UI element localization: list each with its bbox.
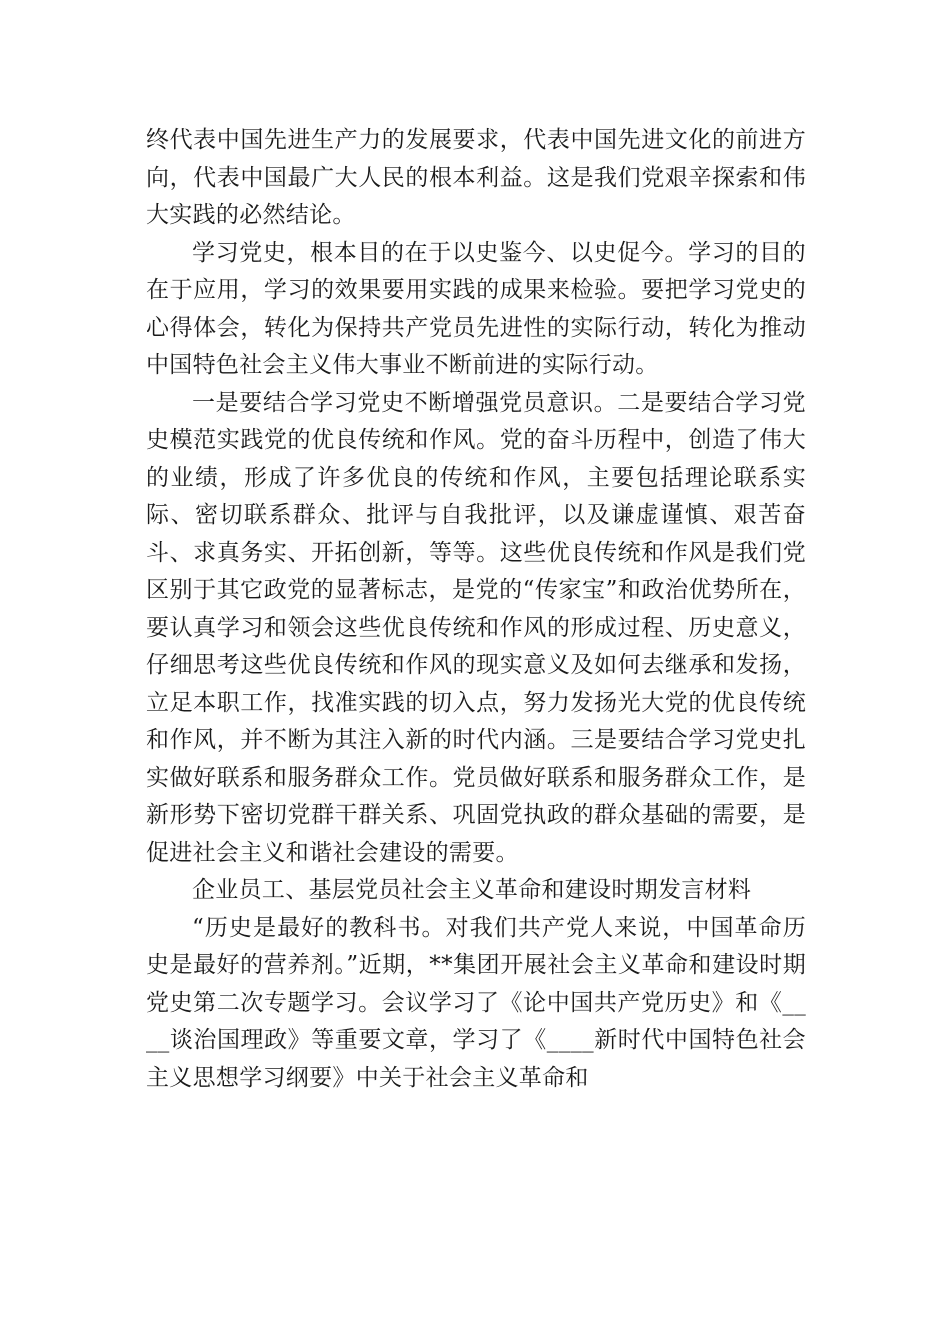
paragraph-three-requirements: 一是要结合学习党史不断增强党员意识。二是要结合学习党史模范实践党的优良传统和作风。党的奋斗历程中，创造了伟大的业绩，形成了许多优良的传统和作风，主要包括理论联系实际、密切联系群众、批评与自我批评，以及谦虚谨慎、艰苦奋斗、求真务实、开拓创新，等等。这些优良传统和作风是我们党区别于其它政党的显著标志，是党的“传家宝”和政治优势所在，要认真学习和领会这些优良传统和作风的形成过程、历史意义，仔细思考这些优良传统和作风的现实意义及如何去继承和发扬，立足本职工作，找准实践的切入点，努力发扬光大党的优良传统和作风，并不断为其注入新的时代内涵。三是要结合学习党史扎实做好联系和服务群众工作。党员做好联系和服务群众工作，是新形势下密切党群干群关系、巩固党执政的群众基础的需要，是促进社会主义和谐社会建设的需要。: [146, 389, 806, 866]
document-page: [146, 122, 806, 1097]
paragraph-continuation: 终代表中国先进生产力的发展要求，代表中国先进文化的前进方向，代表中国最广大人民的根本利益。这是我们党艰辛探索和伟大实践的必然结论。: [146, 127, 806, 228]
section-heading: 企业员工、基层党员社会主义革命和建设时期发言材料: [192, 877, 752, 903]
paragraph-study-purpose: 学习党史，根本目的在于以史鉴今、以史促今。学习的目的在于应用，学习的效果要用实践的成果来检验。要把学习党史的心得体会，转化为保持共产党员先进性的实际行动，转化为推动中国特色社会主义伟大事业不断前进的实际行动。: [146, 239, 806, 378]
paragraph-history-textbook: “历史是最好的教科书。对我们共产党人来说，中国革命历史是最好的营养剂。”近期，**集团开展社会主义革命和建设时期党史第二次专题学习。会议学习了《论中国共产党历史》和《____谈治国理政》等重要文章，学习了《____新时代中国特色社会主义思想学习纲要》中关于社会主义革命和: [146, 914, 806, 1091]
